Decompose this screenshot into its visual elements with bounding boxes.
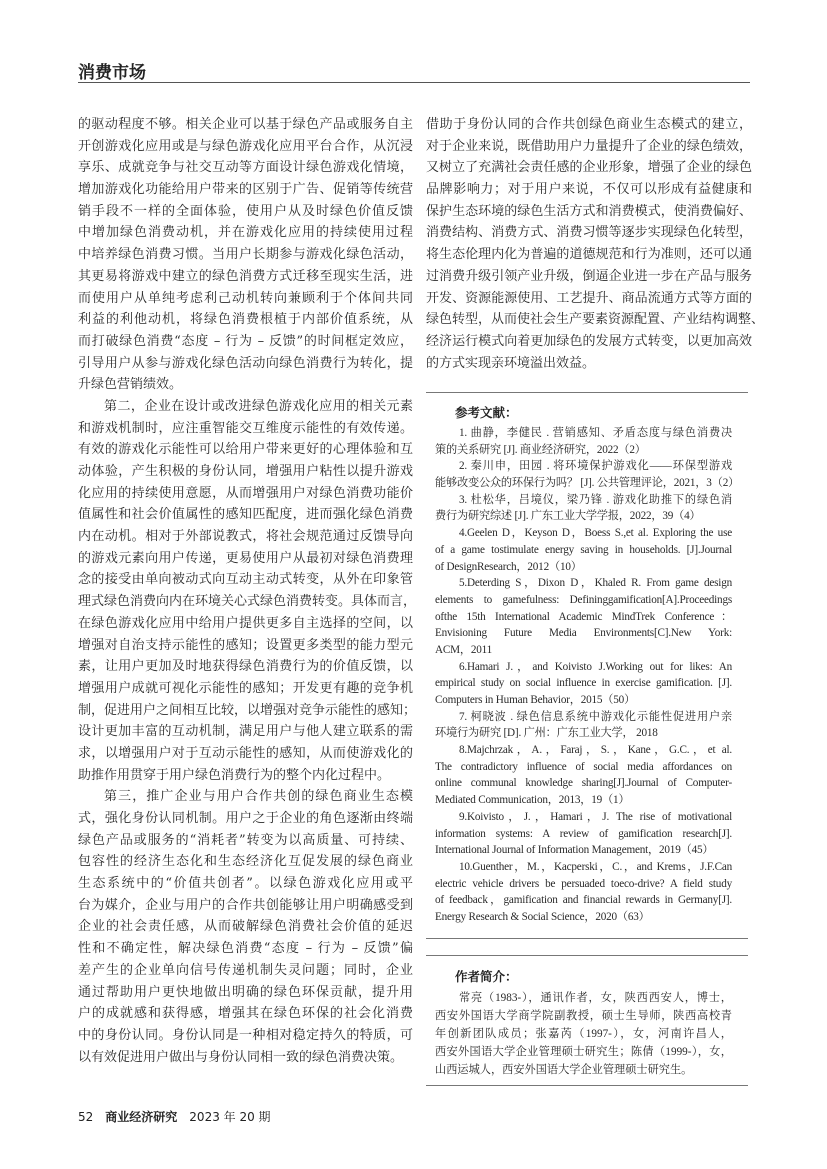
reference-line: 3. 杜松华，吕境仪，梁乃锋 . 游戏化助推下的绿色消 <box>459 493 732 506</box>
references-title: 参考文献： <box>455 405 518 420</box>
body-text-line: 增加游戏化功能给用户带来的区别于广告、促销等传统营 <box>78 182 413 198</box>
reference-line: information systems: A review of gamification research[J]. <box>435 827 732 840</box>
reference-line: 能够改变公众的环保行为吗？ [J]. 公共管理评论，2021，3（2） <box>435 477 740 490</box>
body-text-line: 中的身份认同。身份认同是一种相对稳定持久的特质，可 <box>78 1027 413 1043</box>
reference-line: of DesignResearch，2012（10） <box>435 560 582 573</box>
reference-line: ofthe 15th International Academic MindTrek Conference： <box>435 610 732 623</box>
reference-line: Computers in Human Behavior，2015（50） <box>435 694 636 706</box>
body-text-line: 中培养绿色消费习惯。当用户长期参与游戏化绿色活动， <box>78 247 413 263</box>
body-text-line: 企业的社会责任感，从而破解绿色消费社会价值的延迟 <box>78 919 413 935</box>
bio-rule <box>426 955 748 956</box>
reference-paragraph <box>435 575 732 658</box>
body-text-line: 台为媒介，企业与用户的合作共创能够让用户明确感受到 <box>78 897 413 913</box>
section-header: 消费市场 <box>78 63 146 83</box>
body-text-line: 而打破绿色消费“态度 – 行为 – 反馈”的时间框定效应， <box>78 333 413 349</box>
body-text-line: 内在动机。相对于外部说教式，将社会规范通过反馈导向 <box>78 529 413 545</box>
body-text-line: 过消费升级引领产业升级，倒逼企业进一步在产品与服务 <box>426 268 752 284</box>
reference-line: electric vehicle drivers be persuaded toeco-drive? A field study <box>435 877 732 890</box>
issue-label: 2023 年 20 期 <box>189 1110 271 1124</box>
reference-paragraph <box>435 859 732 926</box>
body-text-line: 中增加绿色消费动机，并在游戏化应用的持续使用过程 <box>78 225 413 241</box>
author-bio-line: 年创新团队成员；张嘉芮（1997-），女，河南许昌人， <box>435 1028 732 1040</box>
reference-paragraph <box>435 659 732 709</box>
bio-end-rule <box>426 1085 748 1086</box>
reference-line: empirical study on social influence in exercise gamification. [J]. <box>435 677 732 690</box>
reference-line: 费行为研究综述 [J]. 广东工业大学学报，2022，39（4） <box>435 510 701 523</box>
body-text-line: 生态系统中的“价值共创者”。以绿色游戏化应用或平 <box>78 876 413 892</box>
body-text-line: 绿色产品或服务的“消耗者”转变为以高质量、可持续、 <box>78 832 413 848</box>
body-text-line: 制，促进用户之间相互比较，以增强对竞争示能性的感知； <box>78 702 417 718</box>
body-text-paragraph <box>78 114 413 396</box>
left-column <box>78 114 417 1068</box>
page-footer <box>78 1110 283 1124</box>
reference-line: online communal knowledge sharing[J].Journal of Computer- <box>435 777 732 790</box>
body-text-line: 消费结构、消费方式、消费习惯等逐步实现绿色化转型， <box>426 225 752 241</box>
references-rule <box>426 392 748 393</box>
body-text-line: 绿色转型，从而使社会生产要素资源配置、产业结构调整、 <box>426 312 765 328</box>
reference-line: ACM，2011 <box>435 643 493 656</box>
body-text-line: 第二，企业在设计或改进绿色游戏化应用的相关元素 <box>104 398 413 414</box>
body-text-paragraph <box>78 396 417 786</box>
body-text-line: 值属性和社会价值属性的感知匹配度，进而强化绿色消费 <box>78 507 413 523</box>
body-text-line: 求，以增强用户对于互动示能性的感知，从而使游戏化的 <box>78 745 413 761</box>
reference-line: Envisioning Future Media Environments[C].New York: <box>435 627 732 640</box>
body-text-line: 性和不确定性，解决绿色消费“态度 – 行为 – 反馈”偏 <box>78 941 413 957</box>
body-text-line: 的方式实现亲环境溢出效益。 <box>426 355 596 371</box>
reference-line: of a game tostimulate energy saving in households. [J].Journal <box>435 543 732 556</box>
body-text-line: 动体验，产生积极的身份认同，增强用户粘性以提升游戏 <box>78 464 413 479</box>
reference-line: 5.Deterding S，Dixon D，Khaled R. From game design <box>459 577 732 590</box>
body-text-line: 的游戏元素向用户传递，更易使用户从最初对绿色消费理 <box>78 550 413 566</box>
reference-line: of feedback，gamification and financial rewards in Germany[J]. <box>435 894 732 907</box>
body-text-line: 而使用户从单纯考虑利己动机转向兼顾利于个体间共同 <box>78 290 413 306</box>
reference-line: International Journal of Information Management，2019（45） <box>435 844 714 857</box>
body-text-line: 享乐、成就竞争与社交互动等方面设计绿色游戏化情境， <box>78 160 413 176</box>
body-text-line: 对于企业来说，既借助用户力量提升了企业的绿色绩效， <box>426 138 752 154</box>
body-text-line: 的驱动程度不够。相关企业可以基于绿色产品或服务自主 <box>78 117 413 132</box>
body-text-line: 念的接受由单向被动式向互动主动式转变，从外在印象管 <box>78 572 413 588</box>
body-text-line: 包容性的经济生态化和生态经济化互促发展的绿色商业 <box>78 854 413 870</box>
body-text-line: 助推作用贯穿于用户绿色消费行为的整个内化过程中。 <box>78 767 391 783</box>
body-text-line: 将生态伦理内化为普遍的道德规范和行为准则，还可以通 <box>426 247 752 263</box>
body-text-line: 户的成就感和获得感，增强其在绿色环保的社会化消费 <box>78 1006 413 1022</box>
body-text-line: 增强对自治支持示能性的感知；设置更多类型的能力型元 <box>78 637 413 653</box>
body-text-line: 开创游戏化应用或是与绿色游戏化应用平台合作，从沉浸 <box>78 138 413 154</box>
body-text-paragraph <box>426 114 765 374</box>
page-number: 52 <box>78 1110 94 1124</box>
body-text-line: 设计更加丰富的互动机制，满足用户与他人建立联系的需 <box>78 724 413 740</box>
reference-line: 4.Geelen D，Keyson D，Boess S.,et al. Exploring the use <box>459 527 732 540</box>
reference-line: 策的关系研究 [J]. 商业经济研究，2022（2） <box>435 443 646 456</box>
body-text-line: 和游戏机制时，应注重智能交互维度示能性的有效传递。 <box>78 420 413 436</box>
author-bio-line: 西安外国语大学企业管理硕士研究生；陈倩（1999-），女， <box>435 1046 732 1058</box>
references-list <box>435 425 740 926</box>
reference-line: 9.Koivisto，J.，Hamari，J. The rise of motivational <box>459 810 732 823</box>
reference-paragraph <box>435 425 732 458</box>
reference-paragraph <box>435 742 732 809</box>
reference-line: Mediated Communication，2013，19（1） <box>435 794 630 807</box>
reference-paragraph <box>435 709 732 742</box>
body-text-line: 升绿色营销绩效。 <box>78 377 183 393</box>
reference-line: 1. 曲静，李健民 . 营销感知、矛盾态度与绿色消费决 <box>459 427 732 439</box>
reference-paragraph <box>435 525 732 575</box>
reference-paragraph <box>435 809 732 859</box>
body-text-line: 利益的利他动机，将绿色消费根植于内部价值系统，从 <box>78 312 413 328</box>
body-text-line: 借助于身份认同的合作共创绿色商业生态模式的建立， <box>426 117 752 132</box>
author-bio <box>435 989 732 1079</box>
right-column <box>426 114 765 374</box>
reference-line: Energy Research & Social Science，2020（63） <box>435 910 650 923</box>
body-text-line: 通过帮助用户更快地做出明确的绿色环保贡献，提升用 <box>78 984 413 1000</box>
author-bio-line: 西安外国语大学商学院副教授，硕士生导师，陕西高校青 <box>435 1010 732 1022</box>
reference-line: 10.Guenther，M.，Kacperski，C.，and Krems，J.F.Can <box>459 860 732 873</box>
body-text-line: 素，让用户更加及时地获得绿色消费行为的价值反馈，以 <box>78 659 413 675</box>
body-text-line: 其更易将游戏中建立的绿色消费方式迁移至现实生活，进 <box>78 268 413 284</box>
body-text-line: 有效的游戏化示能性可以给用户带来更好的心理体验和互 <box>78 442 413 458</box>
author-bio-line: 山西运城人，西安外国语大学企业管理硕士研究生。 <box>435 1064 693 1076</box>
author-bio-line: 常亮（1983-），通讯作者，女，陕西西安人，博士， <box>459 992 732 1004</box>
body-text-line: 在绿色游戏化应用中给用户提供更多自主选择的空间，以 <box>78 615 413 631</box>
reference-paragraph <box>435 492 732 525</box>
reference-line: 2. 秦川申，田园 . 将环境保护游戏化——环保型游戏 <box>459 460 732 473</box>
journal-name: 商业经济研究 <box>105 1110 178 1124</box>
reference-line: 6.Hamari J.，and Koivisto J.Working out for likes: An <box>459 660 732 673</box>
body-text-line: 理式绿色消费向内在环境关心式绿色消费转变。具体而言， <box>78 594 417 610</box>
body-text-line: 又树立了充满社会责任感的企业形象，增强了企业的绿色 <box>426 160 752 176</box>
reference-line: The contradictory influence of social media affordances on <box>435 760 732 773</box>
body-text-line: 销手段不一样的全面体验，使用户从及时绿色价值反馈 <box>78 203 413 219</box>
reference-line: elements to gamefulness: Defininggamification[A].Proceedings <box>435 593 732 606</box>
header-rule <box>78 82 750 83</box>
reference-line: 7. 柯晓波 . 绿色信息系统中游戏化示能性促进用户亲 <box>459 710 732 723</box>
author-bio-title: 作者简介： <box>455 969 518 984</box>
reference-paragraph <box>435 458 740 491</box>
body-text-line: 以有效促进用户做出与身份认同相一致的绿色消费决策。 <box>78 1049 404 1065</box>
body-text-line: 差产生的企业单向信号传递机制失灵问题；同时，企业 <box>78 962 413 978</box>
body-text-line: 品牌影响力；对于用户来说，不仅可以形成有益健康和 <box>426 182 752 198</box>
body-text-line: 开发、资源能源使用、工艺提升、商品流通方式等方面的 <box>426 290 752 306</box>
reference-line: 环境行为研究 [D]. 广州：广东工业大学， 2018 <box>435 727 658 740</box>
body-text-line: 引导用户从参与游戏化绿色活动向绿色消费行为转化，提 <box>78 355 413 371</box>
body-text-line: 经济运行模式向着更加绿色的发展方式转变，以更加高效 <box>426 333 752 349</box>
body-text-line: 保护生态环境的绿色生活方式和消费模式，使消费偏好、 <box>426 203 752 219</box>
references-end-rule <box>426 938 748 939</box>
body-text-line: 第三，推广企业与用户合作共创的绿色商业生态模 <box>104 789 413 805</box>
body-text-line: 化应用的持续使用意愿，从而增强用户对绿色消费功能价 <box>78 485 413 501</box>
reference-line: 8.Majchrzak，A.，Faraj，S.，Kane，G.C.，et al. <box>459 744 732 757</box>
body-text-line: 式，强化身份认同机制。用户之于企业的角色逐渐由终端 <box>78 811 413 826</box>
body-text-paragraph <box>78 786 413 1068</box>
body-text-line: 增强用户成就可视化示能性的感知；开发更有趣的竞争机 <box>78 680 413 696</box>
